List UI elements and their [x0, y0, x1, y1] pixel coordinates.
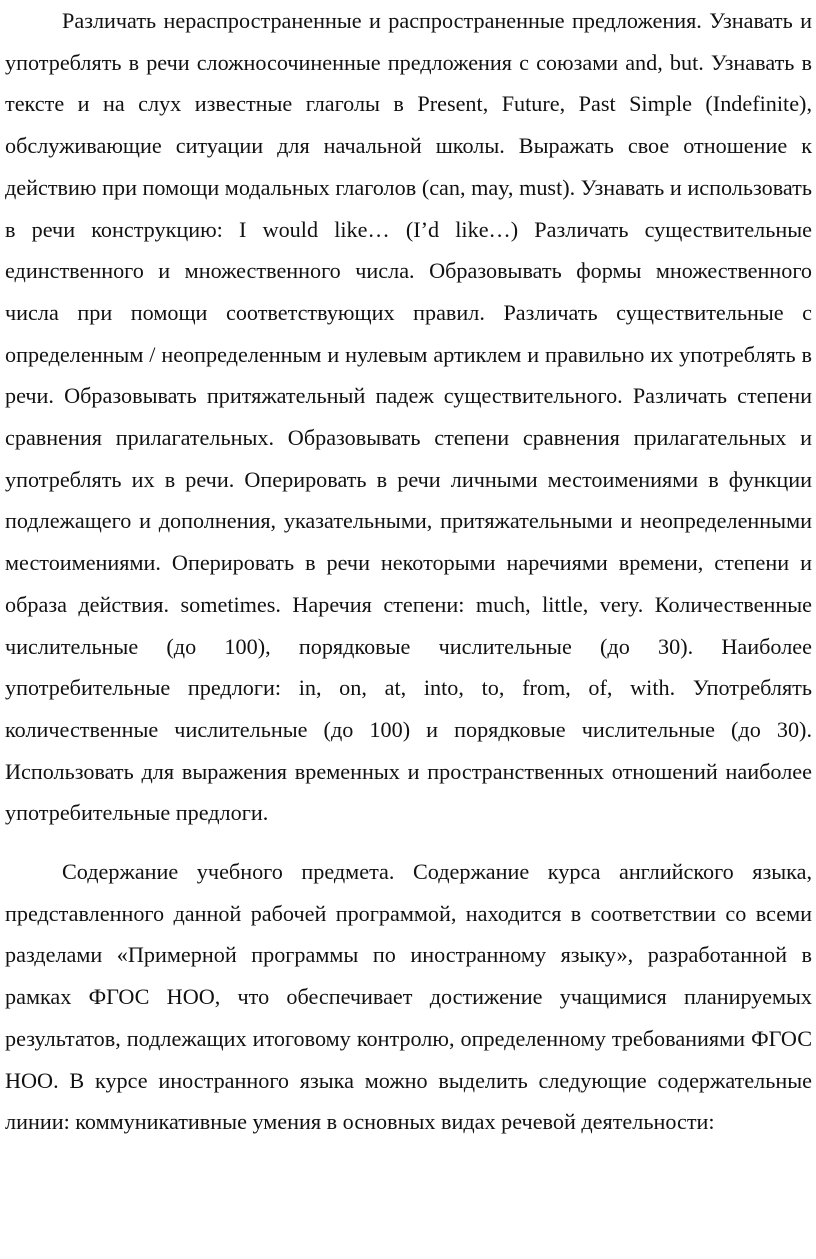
paragraph-course-content: Содержание учебного предмета. Содержание курса английского языка, представленного данной рабочей программой, находится в соответствии со всеми разделами «Примерной программы по иностранному языку», разработанной в рамках ФГОС НОО, что обеспечивает достижение учащимися планируемых результатов, подлежащих итоговому контролю, определенному требованиями ФГОС НОО. В курсе иностранного языка можно выделить следующие содержательные линии: коммуникативные умения в основных видах речевой деятельности:: [5, 859, 812, 1135]
paragraph-grammar-skills: Различать нераспространенные и распространенные предложения. Узнавать и употреблять в речи сложносочиненные предложения с союзами and, but. Узнавать в тексте и на слух известные глаголы в Present, Future, Past Simple (Indefinite), обслуживающие ситуации для начальной школы. Выражать свое отношение к действию при помощи модальных глаголов (can, may, must). Узнавать и использовать в речи конструкцию: I would like… (I’d like…) Различать существительные единственного и множественного числа. Образовывать формы множественного числа при помощи соответствующих правил. Различать существительные с определенным / неопределенным и нулевым артиклем и правильно их употреблять в речи. Образовывать притяжательный падеж существительного. Различать степени сравнения прилагательных. Образовывать степени сравнения прилагательных и употреблять их в речи. Оперировать в речи личными местоимениями в функции подлежащего и дополнения, указательными, притяжательными и неопределенными местоимениями. Оперировать в речи некоторыми наречиями времени, степени и образа действия. sometimes. Наречия степени: much, little, very. Количественные числительные (до 100), порядковые числительные (до 30). Наиболее употребительные предлоги: in, on, at, into, to, from, of, with. Употреблять количественные числительные (до 100) и порядковые числительные (до 30). Использовать для выражения временных и пространственных отношений наиболее употребительные предлоги.: [5, 8, 812, 826]
